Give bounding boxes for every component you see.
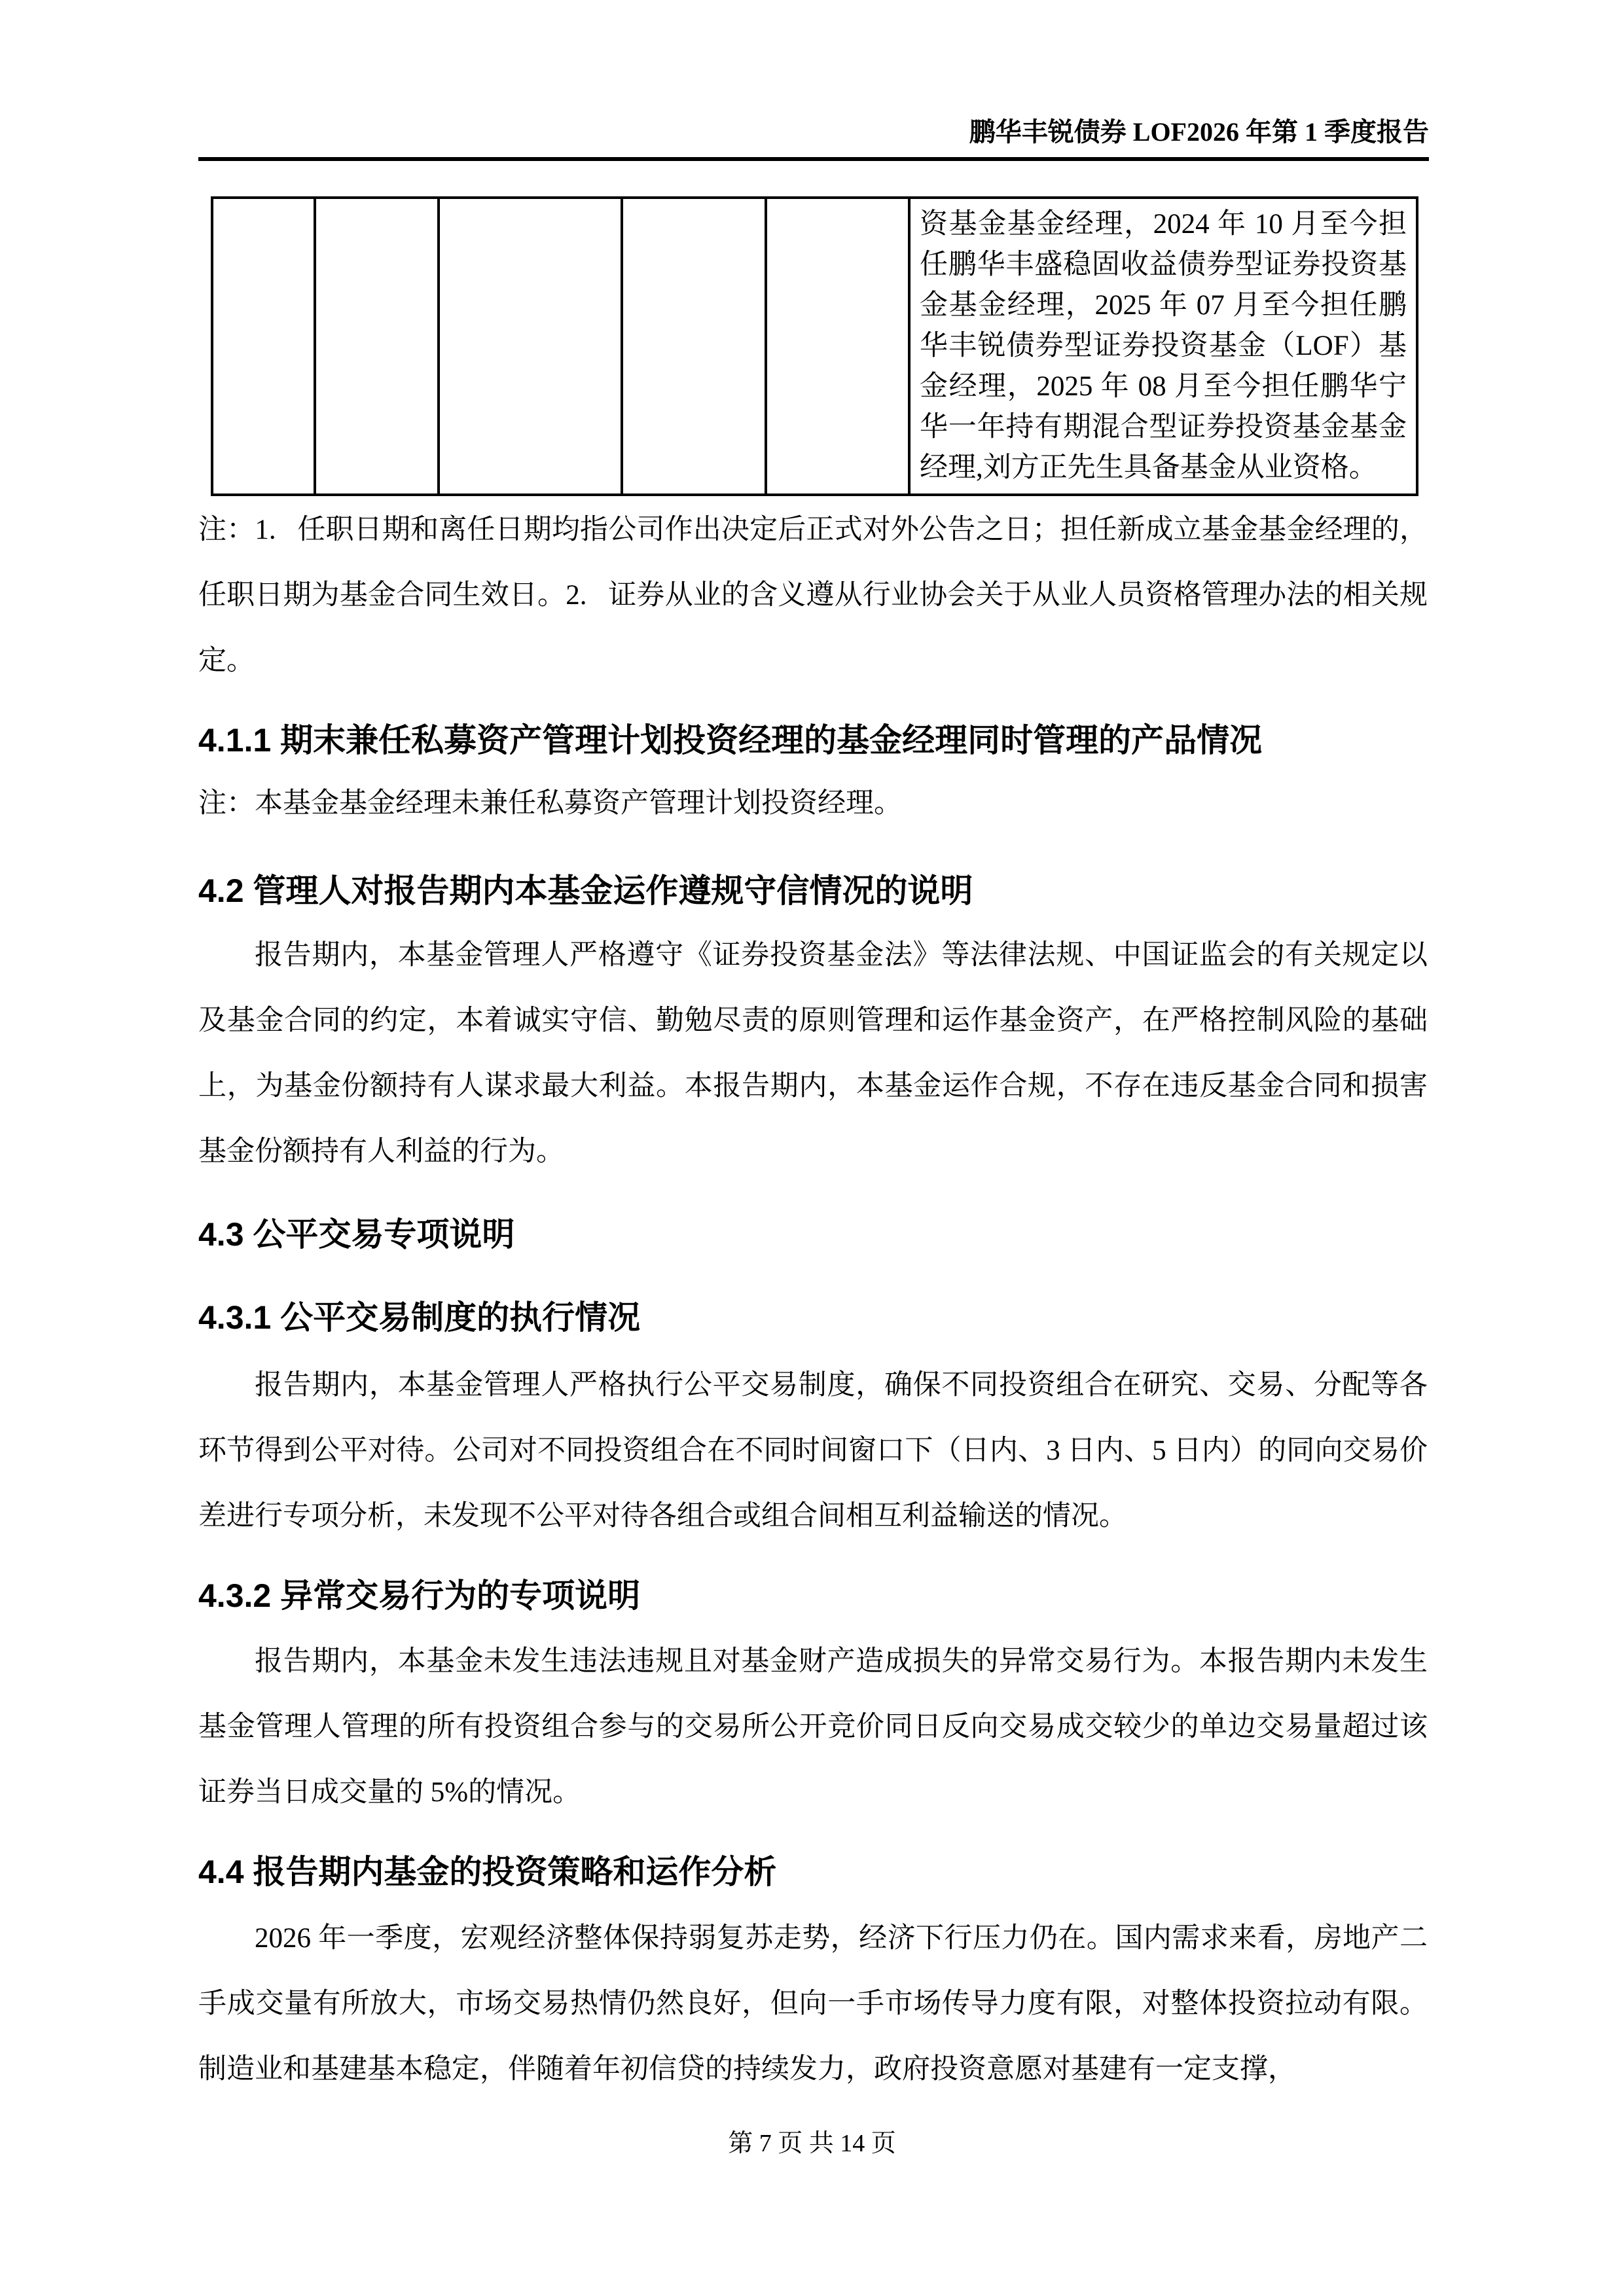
section-paragraph-4-3-2: 报告期内，本基金未发生违法违规且对基金财产造成损失的异常交易行为。本报告期内未发生基金管理人管理的所有投资组合参与的交易所公开竞价同日反向交易成交较少的单边交易量超过该证券当日成交量的 5%的情况。 bbox=[198, 1646, 1428, 1808]
section-heading-4-3: 4.3 公平交易专项说明 bbox=[198, 1216, 515, 1253]
table-cell-empty-1 bbox=[212, 198, 315, 495]
report-title: 鹏华丰锐债券 LOF2026 年第 1 季度报告 bbox=[969, 117, 1429, 147]
table-row bbox=[212, 198, 1417, 495]
manager-bio-cell: 资基金基金经理，2024 年 10 月至今担任鹏华丰盛稳固收益债券型证券投资基金基金经理，2025 年 07 月至今担任鹏华丰锐债券型证券投资基金（LOF）基金经理，2025 年 08 月至今担任鹏华宁华一年持有期混合型证券投资基金基金经理,刘方正先生具备基金从业资格。 bbox=[909, 198, 1417, 495]
table-cell-empty-4 bbox=[622, 198, 766, 495]
section-paragraph-4-3-1: 报告期内，本基金管理人严格执行公平交易制度，确保不同投资组合在研究、交易、分配等各环节得到公平对待。公司对不同投资组合在不同时间窗口下（日内、3 日内、5 日内）的同向交易价差进行专项分析，未发现不公平对待各组合或组合间相互利益输送的情况。 bbox=[198, 1370, 1428, 1532]
table-cell-empty-3 bbox=[439, 198, 622, 495]
section-paragraph-4-2: 报告期内，本基金管理人严格遵守《证券投资基金法》等法律法规、中国证监会的有关规定以及基金合同的约定，本着诚实守信、勤勉尽责的原则管理和运作基金资产，在严格控制风险的基础上，为基金份额持有人谋求最大利益。本报告期内，本基金运作合规，不存在违反基金合同和损害基金份额持有人利益的行为。 bbox=[198, 940, 1428, 1167]
table-footnote: 注：1. 任职日期和离任日期均指公司作出决定后正式对外公告之日；担任新成立基金基金经理的，任职日期为基金合同生效日。2. 证券从业的含义遵从行业协会关于从业人员资格管理办法的相关规定。 bbox=[198, 514, 1428, 676]
section-note-4-1-1: 注：本基金基金经理未兼任私募资产管理计划投资经理。 bbox=[198, 788, 902, 819]
table-cell-empty-5 bbox=[766, 198, 909, 495]
section-heading-4-1-1: 4.1.1 期末兼任私募资产管理计划投资经理的基金经理同时管理的产品情况 bbox=[198, 722, 1263, 759]
fund-manager-table bbox=[211, 196, 1418, 496]
table-cell-empty-2 bbox=[315, 198, 439, 495]
section-paragraph-4-4: 2026 年一季度，宏观经济整体保持弱复苏走势，经济下行压力仍在。国内需求来看，房地产二手成交量有所放大，市场交易热情仍然良好，但向一手市场传导力度有限，对整体投资拉动有限。制造业和基建基本稳定，伴随着年初信贷的持续发力，政府投资意愿对基建有一定支撑， bbox=[198, 1923, 1428, 2085]
section-heading-4-3-2: 4.3.2 异常交易行为的专项说明 bbox=[198, 1577, 641, 1614]
header-rule bbox=[198, 157, 1429, 161]
section-heading-4-2: 4.2 管理人对报告期内本基金运作遵规守信情况的说明 bbox=[198, 872, 973, 909]
page-number: 第 7 页 共 14 页 bbox=[728, 2130, 896, 2157]
section-heading-4-3-1: 4.3.1 公平交易制度的执行情况 bbox=[198, 1299, 641, 1336]
section-heading-4-4: 4.4 报告期内基金的投资策略和运作分析 bbox=[198, 1854, 777, 1890]
